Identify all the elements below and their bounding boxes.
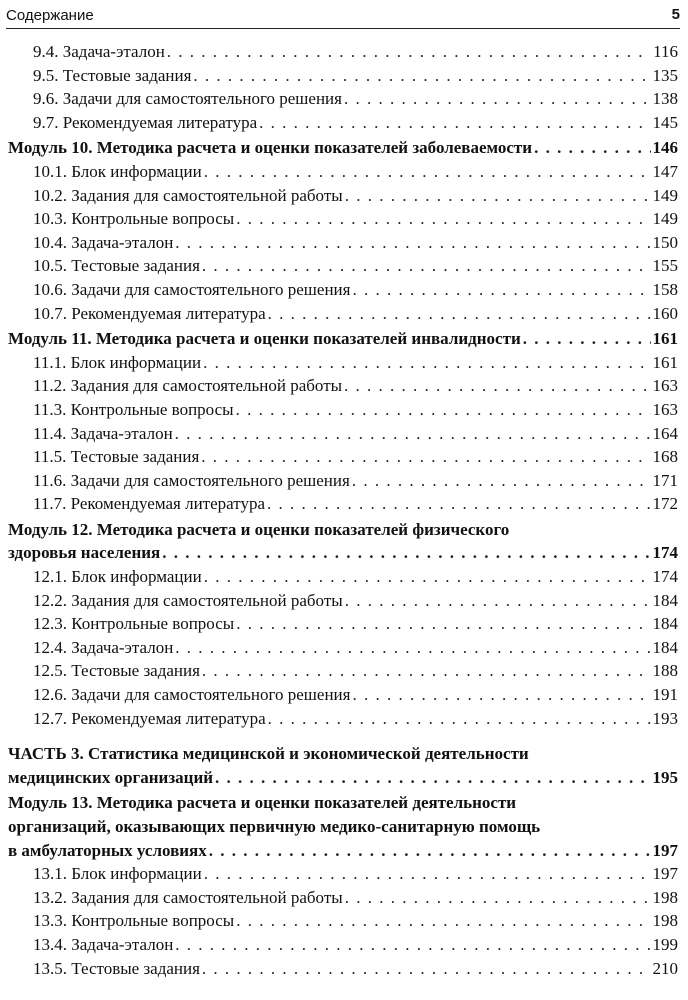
toc-entry	[8, 422, 678, 446]
toc-entry	[8, 111, 678, 135]
toc-entry	[8, 909, 678, 933]
table-of-contents	[8, 40, 678, 980]
toc-entry	[8, 40, 678, 64]
toc-entry	[8, 278, 678, 302]
toc-entry-title: 12.2. Задания для самостоятельной работы	[33, 590, 343, 610]
toc-entry-title: 13.4. Задача-эталон	[33, 934, 174, 954]
toc-entry-title: 12.4. Задача-эталон	[33, 637, 174, 657]
toc-entry-title: 9.4. Задача-эталон	[33, 42, 165, 61]
toc-entry-page: 150	[652, 232, 678, 252]
toc-module-title-line: Модуль 12. Методика расчета и оценки показателей физического	[8, 519, 510, 539]
toc-entry	[8, 933, 678, 957]
toc-entry-page: 198	[652, 887, 678, 907]
toc-entry	[8, 207, 678, 231]
toc-entry-title: 10.1. Блок информации	[33, 161, 202, 181]
toc-entry-page: 135	[652, 65, 678, 85]
toc-module-title: Модуль 11. Методика расчета и оценки показателей инвалидности	[8, 329, 521, 349]
toc-entry-title: 11.5. Тестовые задания	[33, 447, 200, 467]
toc-entry-page: 184	[652, 637, 678, 657]
toc-entry-page: 138	[652, 89, 678, 109]
toc-entry	[8, 659, 678, 683]
toc-module-title-line: Модуль 13. Методика расчета и оценки показателей деятельности	[8, 793, 517, 813]
toc-module-heading	[8, 791, 678, 862]
toc-entry-title: 9.7. Рекомендуемая литература	[33, 112, 258, 132]
toc-entry	[8, 445, 678, 469]
toc-entry-page: 174	[652, 567, 678, 587]
toc-entry-page: 210	[652, 958, 678, 978]
toc-entry-page: 188	[652, 661, 678, 681]
toc-entry-page: 174	[652, 543, 678, 563]
toc-module-title-line: организаций, оказывающих первичную медико-санитарную помощь	[8, 817, 541, 836]
toc-entry	[8, 957, 678, 981]
toc-entry	[8, 398, 678, 422]
toc-entry	[8, 612, 678, 636]
toc-entry-title: 11.2. Задания для самостоятельной работы	[33, 376, 343, 396]
toc-entry-title: 13.1. Блок информации	[33, 864, 202, 884]
toc-entry-page: 171	[652, 470, 678, 490]
toc-entry-title: 12.6. Задачи для самостоятельного решения	[33, 685, 351, 705]
toc-entry-page: 191	[652, 685, 678, 705]
toc-entry-title: 9.5. Тестовые задания	[33, 65, 192, 85]
toc-entry-title: 11.1. Блок информации	[33, 352, 202, 372]
toc-part-heading	[8, 742, 678, 789]
toc-entry-title: 11.6. Задачи для самостоятельного решения	[33, 470, 350, 490]
toc-entry-title: 12.5. Тестовые задания	[33, 661, 200, 681]
toc-module-heading	[8, 327, 678, 351]
toc-entry-page: 197	[652, 864, 678, 884]
toc-entry-page: 195	[652, 767, 678, 787]
header-title: Содержание	[6, 7, 94, 24]
toc-entry-page: 147	[652, 161, 678, 181]
toc-entry-title: 10.5. Тестовые задания	[33, 256, 200, 276]
toc-entry	[8, 589, 678, 613]
toc-entry-page: 163	[652, 376, 678, 396]
toc-entry-title: 12.1. Блок информации	[33, 567, 202, 587]
toc-entry-page: 164	[652, 423, 678, 443]
toc-entry-title: 11.3. Контрольные вопросы	[33, 399, 234, 419]
toc-entry-title: 10.7. Рекомендуемая литература	[33, 303, 266, 323]
toc-entry	[8, 184, 678, 208]
toc-entry	[8, 374, 678, 398]
toc-entry-page: 146	[652, 138, 678, 158]
toc-entry-title: 12.3. Контрольные вопросы	[33, 614, 235, 634]
toc-entry	[8, 636, 678, 660]
toc-entry-title: 13.2. Задания для самостоятельной работы	[33, 887, 343, 907]
toc-entry	[8, 683, 678, 707]
toc-entry-page: 193	[652, 708, 678, 728]
toc-entry-page: 149	[652, 209, 678, 229]
toc-module-title: Модуль 10. Методика расчета и оценки показателей заболеваемости	[8, 138, 533, 158]
toc-entry	[8, 160, 678, 184]
toc-entry-page: 172	[652, 494, 678, 514]
toc-entry	[8, 64, 678, 88]
toc-module-title-line: здоровья населения	[8, 543, 161, 563]
toc-part-title-line: ЧАСТЬ 3. Статистика медицинской и экономической деятельности	[8, 744, 529, 764]
toc-entry	[8, 492, 678, 516]
toc-entry-page: 155	[652, 256, 678, 276]
toc-module-title-line: в амбулаторных условиях	[8, 840, 207, 860]
toc-entry-page: 199	[652, 934, 678, 954]
toc-entry	[8, 351, 678, 375]
toc-entry-page: 160	[652, 303, 678, 323]
toc-entry	[8, 231, 678, 255]
toc-entry	[8, 469, 678, 493]
toc-part-title-line: медицинских организаций	[8, 767, 214, 787]
toc-module-heading	[8, 518, 678, 565]
toc-entry-title: 12.7. Рекомендуемая литература	[33, 708, 266, 728]
toc-entry-page: 149	[652, 185, 678, 205]
toc-entry-page: 198	[652, 911, 678, 931]
toc-entry-title: 10.6. Задачи для самостоятельного решения	[33, 279, 351, 299]
toc-entry-title: 10.4. Задача-эталон	[33, 232, 174, 252]
toc-entry-page: 161	[652, 329, 678, 349]
toc-entry-title: 11.4. Задача-эталон	[33, 423, 173, 443]
running-header	[6, 4, 680, 29]
toc-entry-page: 163	[652, 399, 678, 419]
toc-entry-page: 145	[652, 112, 678, 132]
toc-entry	[8, 862, 678, 886]
toc-entry-page: 161	[652, 352, 678, 372]
toc-entry-page: 184	[652, 614, 678, 634]
toc-entry-title: 10.2. Задания для самостоятельной работы	[33, 185, 343, 205]
toc-module-heading	[8, 136, 678, 160]
page-number: 5	[671, 6, 680, 23]
toc-entry-title: 13.3. Контрольные вопросы	[33, 911, 235, 931]
toc-entry-title: 11.7. Рекомендуемая литература	[33, 494, 266, 514]
toc-entry-page: 158	[652, 279, 678, 299]
toc-entry-page: 197	[652, 840, 678, 860]
toc-entry-title: 10.3. Контрольные вопросы	[33, 209, 235, 229]
toc-entry-title: 13.5. Тестовые задания	[33, 958, 200, 978]
toc-entry	[8, 87, 678, 111]
toc-entry-page: 168	[652, 447, 678, 467]
toc-entry	[8, 565, 678, 589]
toc-entry	[8, 302, 678, 326]
toc-entry-title: 9.6. Задачи для самостоятельного решения	[33, 89, 342, 109]
toc-entry	[8, 254, 678, 278]
toc-entry	[8, 886, 678, 910]
toc-entry	[8, 707, 678, 731]
toc-entry-page: 184	[652, 590, 678, 610]
toc-entry-page: 116	[653, 42, 678, 61]
